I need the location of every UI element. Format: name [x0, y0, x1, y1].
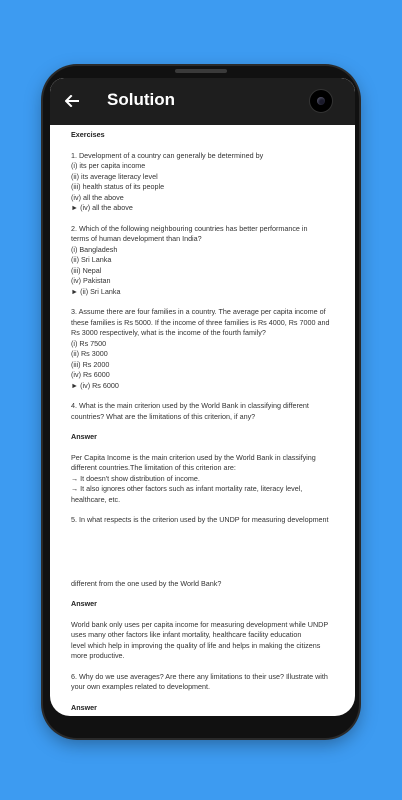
- question-4-line-1: 4. What is the main criterion used by the World Bank in classifying different: [71, 401, 309, 410]
- q2-answer: ► (ii) Sri Lanka: [71, 286, 121, 296]
- q3-option-4: (iv) Rs 6000: [71, 370, 110, 379]
- q5-answer-line-4: more productive.: [71, 651, 125, 660]
- phone-speaker: [175, 69, 227, 73]
- q5-answer-heading: Answer: [71, 599, 97, 608]
- q2-option-4: (iv) Pakistan: [71, 276, 111, 285]
- question-2-line-1: 2. Which of the following neighbouring countries has better performance in: [71, 223, 308, 233]
- front-camera: [309, 89, 333, 113]
- q3-option-1: (i) Rs 7500: [71, 338, 107, 348]
- q2-option-1: (i) Bangladesh: [71, 244, 118, 254]
- app-screen: [50, 78, 355, 716]
- question-3-line-1: 3. Assume there are four families in a country. The average per capita income of: [71, 307, 326, 316]
- q5-answer-line-2: uses many other factors like infant mortality, healthcare facility education: [71, 630, 302, 639]
- question-1: 1. Development of a country can generally be determined by: [71, 150, 264, 160]
- q4-answer-line-1: Per Capita Income is the main criterion used by the World Bank in classifying: [71, 452, 316, 462]
- q2-option-2: (ii) Sri Lanka: [71, 255, 112, 264]
- question-3-line-3: Rs 3000 respectively, what is the income of the fourth family?: [71, 328, 266, 337]
- question-6-line-1: 6. Why do we use averages? Are there any limitations to their use? Illustrate with: [71, 671, 328, 681]
- q4-answer-line-5: healthcare, etc.: [71, 494, 121, 504]
- q6-answer-heading: Answer: [71, 702, 97, 712]
- question-5-line-1: 5. In what respects is the criterion used by the UNDP for measuring development: [71, 515, 329, 524]
- exercises-heading: Exercises: [71, 130, 105, 139]
- q4-answer-heading: Answer: [71, 432, 97, 441]
- q1-option-1: (i) its per capita income: [71, 161, 146, 170]
- q2-option-3: (iii) Nepal: [71, 265, 102, 275]
- question-2-line-2: terms of human development than India?: [71, 234, 202, 243]
- q1-option-4: (iv) all the above: [71, 192, 124, 202]
- arrow-left-icon: [65, 95, 79, 107]
- q5-answer-line-3: level which help in improving the quality of life and helps in making the citizens: [71, 640, 321, 650]
- q1-option-2: (ii) its average literacy level: [71, 171, 158, 181]
- back-button[interactable]: [62, 91, 82, 111]
- q4-answer-line-3: → It doesn't show distribution of income.: [71, 473, 200, 483]
- q3-answer: ► (iv) Rs 6000: [71, 380, 119, 390]
- question-3-line-2: these families is Rs 5000. If the income of three families is Rs 4000, Rs 7000 and: [71, 317, 330, 327]
- q1-option-3: (iii) health status of its people: [71, 182, 165, 191]
- question-4-line-2: countries? What are the limitations of this criterion, if any?: [71, 411, 256, 421]
- q4-answer-line-2: different countries.The limitation of this criterion are:: [71, 463, 236, 472]
- q4-answer-line-4: → It also ignores other factors such as infant mortality rate, literacy level,: [71, 484, 303, 493]
- question-5-line-2: different from the one used by the World Bank?: [71, 578, 222, 588]
- solution-content: [71, 130, 346, 713]
- q1-answer: ► (iv) all the above: [71, 203, 133, 212]
- q3-option-3: (iii) Rs 2000: [71, 359, 110, 369]
- q5-answer-line-1: World bank only uses per capita income for measuring development while UNDP: [71, 619, 329, 629]
- q3-option-2: (ii) Rs 3000: [71, 349, 108, 358]
- page-title: Solution: [107, 90, 175, 109]
- question-6-line-2: your own examples related to development.: [71, 682, 211, 691]
- app-bar: [50, 78, 355, 125]
